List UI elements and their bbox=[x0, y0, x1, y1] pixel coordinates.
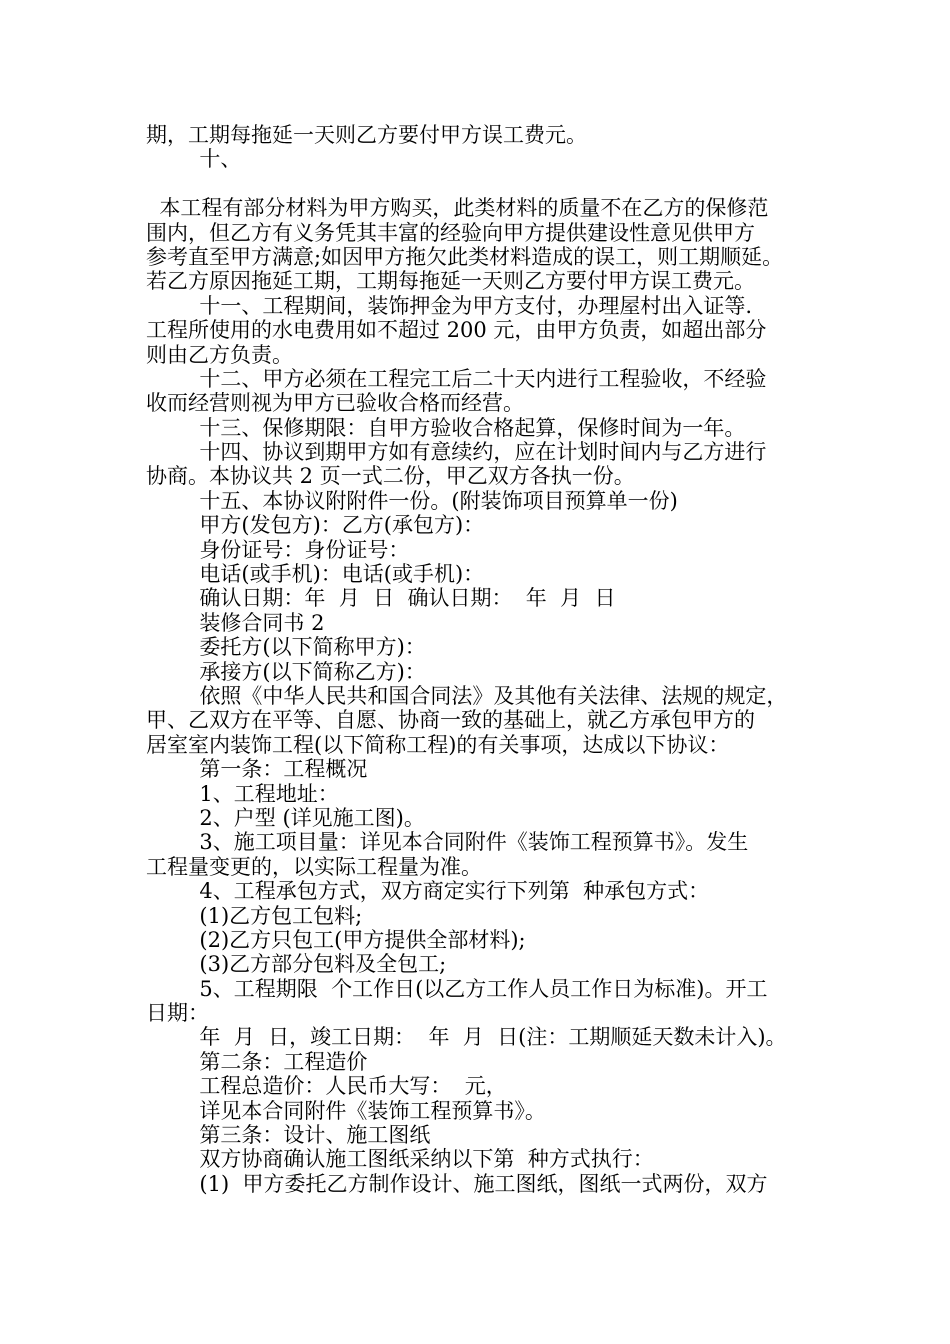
section-heading: 第二条：工程造价 bbox=[146, 1049, 368, 1074]
text-line: 依照《中华人民共和国合同法》及其他有关法律、法规的规定， bbox=[146, 683, 788, 708]
text-line: 3、施工项目量：详见本合同附件《装饰工程预算书》。发生 bbox=[146, 830, 749, 855]
text-line: 2、户型 (详见施工图)。 bbox=[146, 805, 425, 830]
text-line: 工程所使用的水电费用如不超过 200 元，由甲方负责，如超出部分 bbox=[146, 318, 767, 343]
text-line: 工程量变更的，以实际工程量为准。 bbox=[146, 854, 482, 879]
text-line: 详见本合同附件《装饰工程预算书》。 bbox=[146, 1098, 546, 1123]
text-line: 期，工期每拖延一天则乙方要付甲方误工费元。 bbox=[146, 123, 587, 147]
list-item: (1)乙方包工包料; bbox=[146, 903, 363, 928]
signature-field: 电话(或手机)：电话(或手机)： bbox=[146, 562, 485, 587]
text-line: 年 月 日，竣工日期： 年 月 日(注：工期顺延天数未计入)。 bbox=[146, 1025, 787, 1050]
signature-field: 身份证号：身份证号： bbox=[146, 537, 410, 562]
text-line: 日期： bbox=[146, 1001, 209, 1026]
text-line: 4、工程承包方式，双方商定实行下列第 种承包方式： bbox=[146, 879, 710, 904]
section-heading: 第一条：工程概况 bbox=[146, 757, 368, 782]
text-line: 协商。本协议共 2 页一式二份，甲乙双方各执一份。 bbox=[146, 464, 635, 489]
text-line: 十五、本协议附附件一份。(附装饰项目预算单一份) bbox=[146, 488, 678, 513]
text-line bbox=[146, 172, 826, 196]
text-line: 则由乙方负责。 bbox=[146, 342, 293, 367]
text-line: 十一、工程期间，装饰押金为甲方支付，办理屋村出入证等. bbox=[146, 293, 753, 318]
text-line: 双方协商确认施工图纸采纳以下第 种方式执行： bbox=[146, 1147, 654, 1172]
text-line: 十三、保修期限：自甲方验收合格起算，保修时间为一年。 bbox=[146, 415, 746, 440]
text-line: (1) 甲方委托乙方制作设计、施工图纸，图纸一式两份，双方 bbox=[146, 1171, 768, 1196]
text-line: 十四、协议到期甲方如有意续约，应在计划时间内与乙方进行 bbox=[146, 440, 767, 465]
list-item: (3)乙方部分包料及全包工; bbox=[146, 952, 447, 977]
text-line: 参考直至甲方满意;如因甲方拖欠此类材料造成的误工，则工期顺延。 bbox=[146, 244, 784, 269]
section-heading: 第三条：设计、施工图纸 bbox=[146, 1123, 431, 1148]
text-line: 收而经营则视为甲方已验收合格而经营。 bbox=[146, 391, 524, 416]
text-line: 十二、甲方必须在工程完工后二十天内进行工程验收，不经验 bbox=[146, 366, 767, 391]
signature-field: 甲方(发包方)：乙方(承包方)： bbox=[146, 513, 485, 538]
text-line: 若乙方原因拖延工期，工期每拖延一天则乙方要付甲方误工费元。 bbox=[146, 269, 755, 294]
party-field: 承接方(以下简称乙方)： bbox=[146, 659, 426, 684]
document-title: 装修合同书 2 bbox=[146, 610, 325, 635]
text-line: 围内，但乙方有义务凭其丰富的经验向甲方提供建设性意见供甲方 bbox=[146, 220, 755, 245]
signature-field: 确认日期：年 月 日 确认日期： 年 月 日 bbox=[146, 586, 616, 611]
text-line: 工程总造价：人民币大写： 元， bbox=[146, 1074, 507, 1099]
document-body bbox=[146, 123, 826, 1196]
list-item: (2)乙方只包工(甲方提供全部材料); bbox=[146, 927, 526, 952]
text-line: 5、工程期限 个工作日(以乙方工作人员工作日为标准)。开工 bbox=[146, 976, 768, 1001]
text-line: 1、工程地址： bbox=[146, 781, 339, 806]
text-line: 本工程有部分材料为甲方购买，此类材料的质量不在乙方的保修范 bbox=[146, 196, 769, 221]
text-line: 甲、乙双方在平等、自愿、协商一致的基础上，就乙方承包甲方的 bbox=[146, 708, 755, 733]
section-heading: 十、 bbox=[146, 147, 242, 172]
text-line: 居室室内装饰工程(以下简称工程)的有关事项，达成以下协议： bbox=[146, 732, 730, 757]
party-field: 委托方(以下简称甲方)： bbox=[146, 635, 426, 660]
